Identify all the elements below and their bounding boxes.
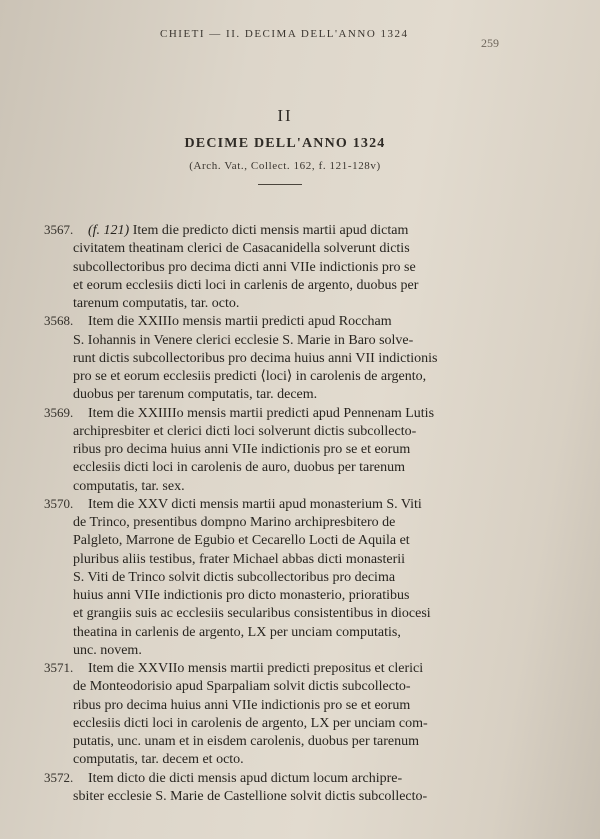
entry-line: Item die XXIIIIo mensis martii predicti apud Pennenam Lutis xyxy=(88,405,435,421)
entry-line: unc. novem. xyxy=(73,642,142,658)
entry-3571 xyxy=(44,660,508,770)
entry-line: subcollectoribus pro decima dicti anni VIIe indictionis pro se xyxy=(73,259,416,275)
title-rule xyxy=(258,184,302,185)
entry-3568 xyxy=(44,313,508,404)
entry-line: ribus pro decima huius anni VIIe indictionis pro se et eorum xyxy=(73,697,411,713)
entry-number: 3572. xyxy=(44,769,74,785)
entry-3572 xyxy=(44,769,508,807)
entry-number: 3571. xyxy=(44,660,74,675)
entry-line: Item dicto die dicti mensis apud dictum locum archipre- xyxy=(88,770,403,786)
entry-line: putatis, unc. unam et in eisdem carolenis, duobus per tarenum xyxy=(73,734,420,749)
entry-line: pro se et eorum ecclesiis predicti ⟨loci⟩ in carolenis de argento, xyxy=(73,369,427,384)
entry-line: S. Iohannis in Venere clerici ecclesie S. Marie in Baro solve- xyxy=(73,332,414,348)
source-citation: (Arch. Vat., Collect. 162, f. 121-128v) xyxy=(189,160,381,172)
entry-line: huius anni VIIe indictionis pro dicto monasterio, prioratibus xyxy=(73,588,410,603)
entries-list xyxy=(44,222,508,806)
running-head: CHIETI — II. DECIMA DELL'ANNO 1324 xyxy=(160,28,409,40)
entry-line: et eorum ecclesiis dicti loci in carlenis de argento, duobus per xyxy=(73,277,419,293)
entry-line: ribus pro decima huius anni VIIe indictionis pro se et eorum xyxy=(73,442,411,457)
entry-line: Item die XXV dicti mensis martii apud monasterium S. Viti xyxy=(88,496,422,512)
chapter-number: II xyxy=(277,106,293,125)
entry-3569 xyxy=(44,404,508,496)
entry-3567 xyxy=(44,222,508,313)
entry-line: Item die XXVIIo mensis martii predicti prepositus et clerici xyxy=(88,661,424,676)
entry-line: de Monteodorisio apud Sparpaliam solvit dictis subcollecto- xyxy=(73,679,411,695)
entry-line: computatis, tar. sex. xyxy=(73,478,185,494)
entry-number: 3570. xyxy=(44,495,74,511)
entry-line: de Trinco, presentibus dompno Marino archipresbitero de xyxy=(73,515,396,530)
entry-number: 3568. xyxy=(44,313,74,329)
folio-ref: (f. 121) xyxy=(88,223,130,238)
entry-line: S. Viti de Trinco solvit dictis subcollectoribus pro decima xyxy=(73,569,396,585)
entry-line: tarenum computatis, tar. octo. xyxy=(73,296,240,311)
entry-line: civitatem theatinam clerici de Casacanidella solverunt dictis xyxy=(73,241,410,257)
entry-3570 xyxy=(44,495,508,660)
page-number: 259 xyxy=(481,36,499,50)
entry-line: computatis, tar. decem et octo. xyxy=(73,752,244,768)
entry-line: runt dictis subcollectoribus pro decima huius anni VII indictionis xyxy=(73,350,438,366)
entry-line: theatina in carlenis de argento, LX per unciam computatis, xyxy=(73,624,401,640)
entry-line: sbiter ecclesie S. Marie de Castellione solvit dictis subcollecto- xyxy=(73,788,428,804)
entry-line-text: Item die predicto dicti mensis martii apud dictam xyxy=(129,223,409,238)
entry-line xyxy=(88,222,508,240)
entry-line: ecclesiis dicti loci in carolenis de argento, LX per unciam com- xyxy=(73,715,428,731)
chapter-title: DECIME DELL'ANNO 1324 xyxy=(184,136,386,151)
entry-line: Item die XXIIIo mensis martii predicti apud Roccham xyxy=(88,314,392,330)
entry-line: et grangiis suis ac ecclesiis secularibus consistentibus in diocesi xyxy=(73,606,431,622)
entry-line: duobus per tarenum computatis, tar. decem. xyxy=(73,387,318,403)
entry-line: Palgleto, Marrone de Egubio et Cecarello Locti de Aquila et xyxy=(73,533,410,549)
entry-line: pluribus aliis testibus, frater Michael abbas dicti monasterii xyxy=(73,551,406,567)
entry-number: 3569. xyxy=(44,404,74,420)
entry-number: 3567. xyxy=(44,222,74,237)
entry-line: ecclesiis dicti loci in carolenis de auro, duobus per tarenum xyxy=(73,460,406,476)
entry-line: archipresbiter et clerici dicti loci solverunt dictis subcollecto- xyxy=(73,423,417,439)
